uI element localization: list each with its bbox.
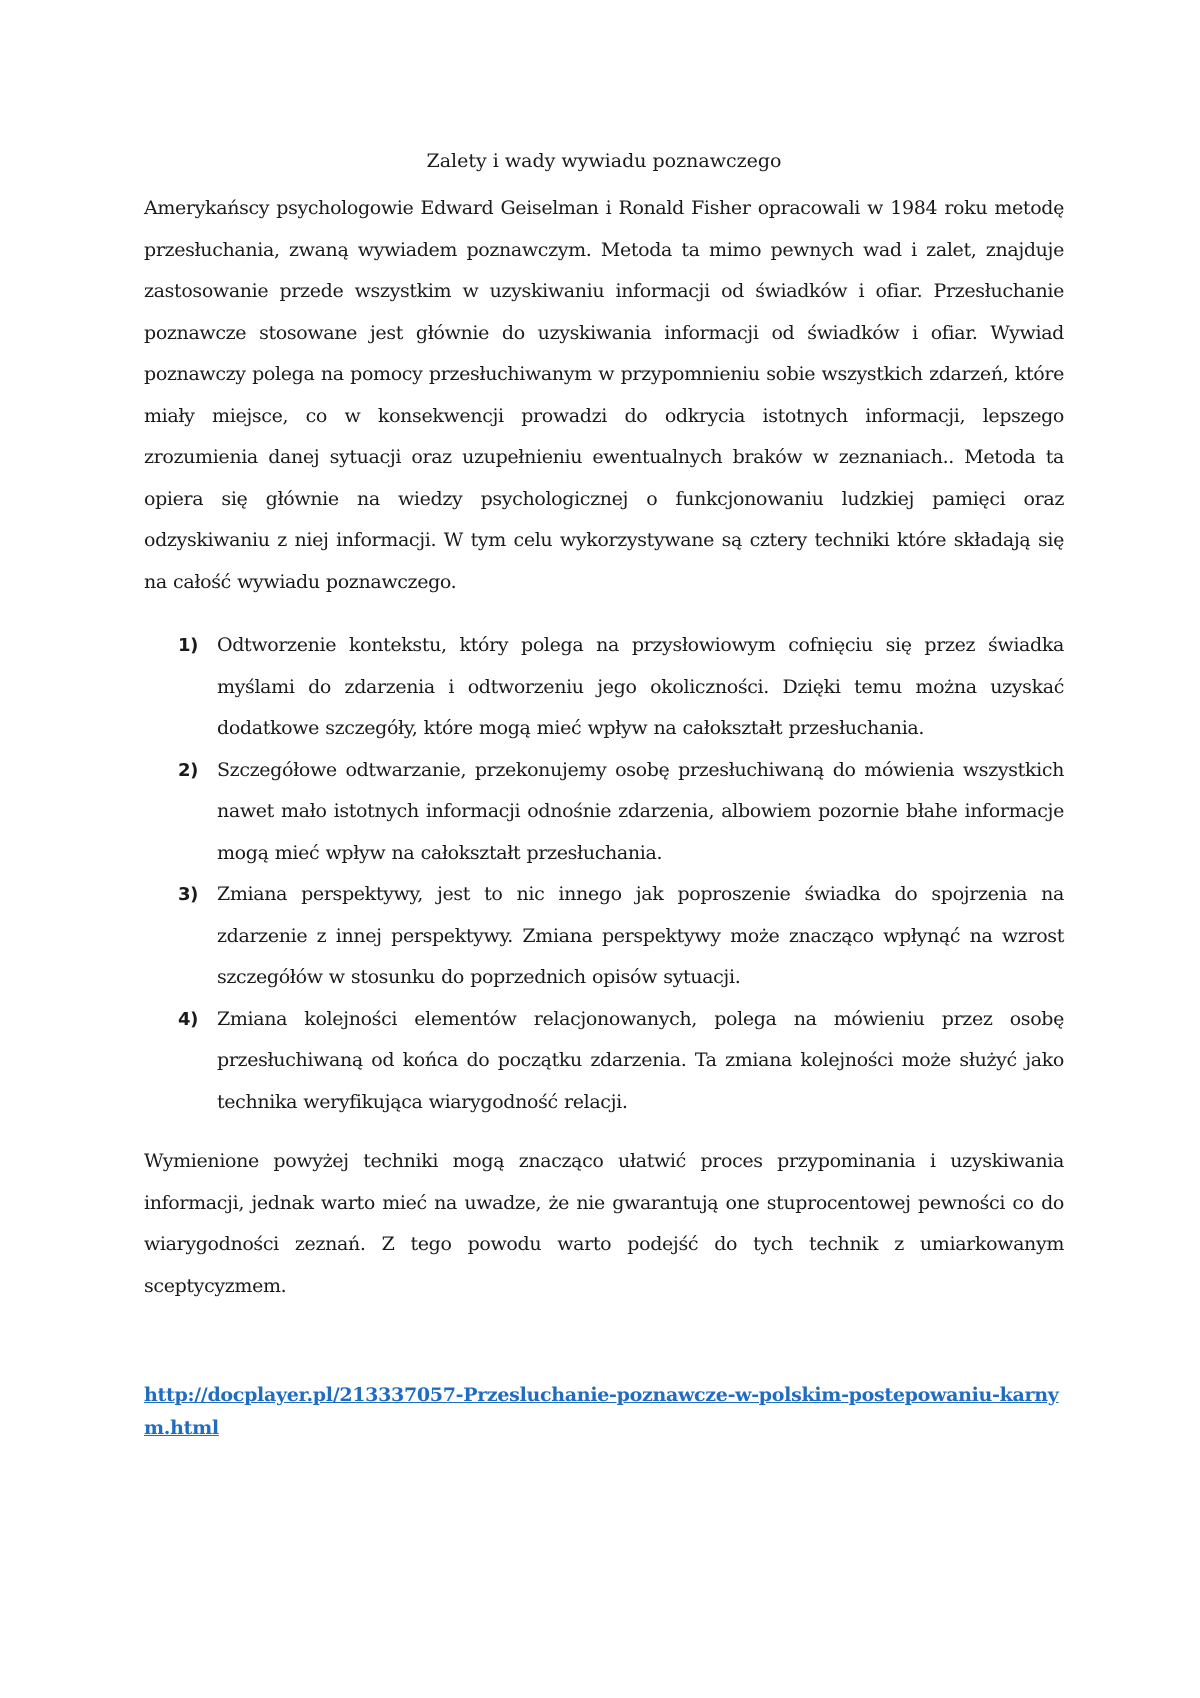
list-item-number: 1) (178, 635, 199, 656)
conclusion-paragraph: Wymienione powyżej techniki mogą znacząco ułatwić proces przypominania i uzyskiwania informacji, jednak warto mieć na uwadze, że nie gwarantują one stuprocentowej pewności co do wiarygodności zeznań. Z tego powodu warto podejść do tych technik z umiarkowanym sceptycyzmem. (144, 1150, 1064, 1297)
list-item (144, 999, 1064, 1124)
list-item-text: Szczegółowe odtwarzanie, przekonujemy osobę przesłuchiwaną do mówienia wszystkich nawet mało istotnych informacji odnośnie zdarzenia, albowiem pozornie błahe informacje mogą mieć wpływ na całokształt przesłuchania. (217, 758, 1064, 864)
list-item (144, 874, 1064, 999)
list-item-number: 2) (178, 759, 199, 781)
list-item-number: 3) (178, 884, 199, 905)
list-item (144, 625, 1064, 750)
source-link[interactable]: http://docplayer.pl/213337057-Przesluchanie-poznawcze-w-polskim-postepowaniu-karnym.html (144, 1384, 1059, 1439)
intro-paragraph: Amerykańscy psychologowie Edward Geiselman i Ronald Fisher opracowali w 1984 roku metodę przesłuchania, zwaną wywiadem poznawczym. Metoda ta mimo pewnych wad i zalet, znajduje zastosowanie przede wszystkim w uzyskiwaniu informacji od świadków i ofiar. Przesłuchanie poznawcze stosowane jest głównie do uzyskiwania informacji od świadków i ofiar. Wywiad poznawczy polega na pomocy przesłuchiwanym w przypomnieniu sobie wszystkich zdarzeń, które miały miejsce, co w konsekwencji prowadzi do odkrycia istotnych informacji, lepszego zrozumienia danej sytuacji oraz uzupełnieniu ewentualnych braków w zeznaniach.. Metoda ta opiera się głównie na wiedzy psychologicznej o funkcjonowaniu ludzkiej pamięci oraz odzyskiwaniu z niej informacji. W tym celu wykorzystywane są cztery techniki które składają się na całość wywiadu poznawczego. (144, 197, 1064, 593)
document-page (144, 140, 1064, 1445)
document-title: Zalety i wady wywiadu poznawczego (426, 150, 782, 172)
source-link-block (144, 1379, 1064, 1445)
list-item-text: Odtworzenie kontekstu, który polega na przysłowiowym cofnięciu się przez świadka myślami do zdarzenia i odtworzeniu jego okoliczności. Dzięki temu można uzyskać dodatkowe szczegóły, które mogą mieć wpływ na całokształt przesłuchania. (217, 634, 1064, 739)
list-item-number: 4) (178, 1008, 199, 1030)
list-item-text: Zmiana perspektywy, jest to nic innego jak poproszenie świadka do spojrzenia na zdarzenie z innej perspektywy. Zmiana perspektywy może znacząco wpłynąć na wzrost szczegółów w stosunku do poprzednich opisów sytuacji. (217, 883, 1064, 988)
techniques-list (144, 625, 1064, 1123)
list-item-text: Zmiana kolejności elementów relacjonowanych, polega na mówieniu przez osobę przesłuchiwaną od końca do początku zdarzenia. Ta zmiana kolejności może służyć jako technika weryfikująca wiarygodność relacji. (217, 1007, 1064, 1113)
list-item (144, 750, 1064, 875)
